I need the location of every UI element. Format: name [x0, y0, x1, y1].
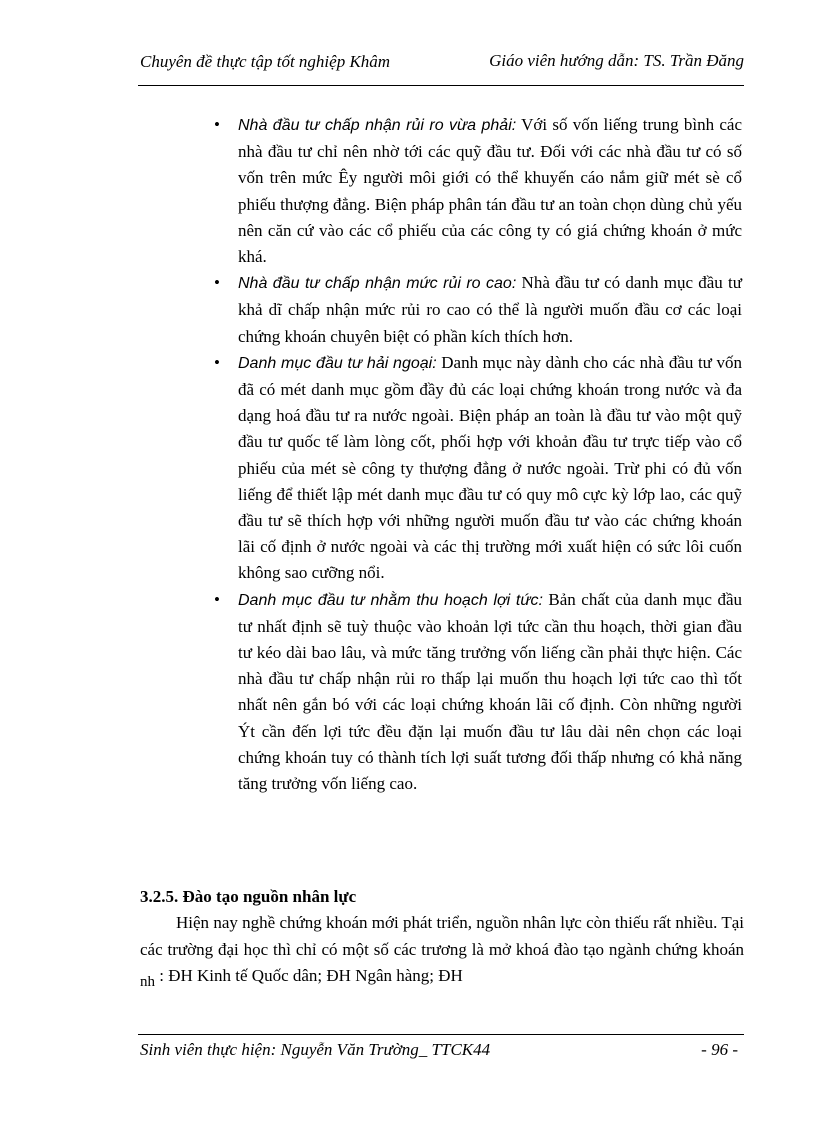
page-number: - 96 - [701, 1040, 738, 1059]
section-paragraph [140, 910, 744, 991]
footer-left-text: Sinh viên thực hiện: Nguyễn Văn Trường_ TTCK44 [140, 1040, 491, 1059]
header-right-text: Giáo viên hướng dẫn: TS. Trần Đăng [489, 51, 744, 70]
footer-rule [138, 1034, 744, 1035]
header-rule [138, 85, 744, 86]
bullet-text: Nhà đầu tư có danh mục đầu tư khả dĩ chấp nhận mức rủi ro cao có thể là người muốn đầu cơ các loại chứng khoán chuyên biệt có phần kích thích hơn. [238, 273, 742, 346]
bullet-lead: Danh mục đầu tư hải ngoại: [238, 354, 437, 372]
bullet-text: Danh mục này dành cho các nhà đầu tư vốn đã có mét danh mục gồm đầy đủ các loại chứng khoán trong nước và đa dạng hoá đầu tư ra nước ngoài. Biện pháp an toàn là đầu tư vào một quỹ đầu tư quốc tế làm lòng cốt, phối hợp với khoản đầu tư trực tiếp vào cổ phiếu của mét sè công ty thượng đẳng ở nước ngoài. Trừ phi có đủ vốn liếng để thiết lập mét danh mục đầu tư có quy mô cực kỳ lớp lao, các quỹ đầu tư sẽ thích hợp với những người muốn đầu tư vào các chứng khoán lãi cố định ở nước ngoài và các thị trường mới xuất hiện có sức lôi cuốn không sao cưỡng nổi. [238, 352, 742, 583]
bullet-lead: Nhà đầu tư chấp nhận mức rủi ro cao: [238, 275, 517, 293]
section-title: 3.2.5. Đào tạo nguồn nhân lực [140, 887, 357, 906]
header-left-text: Chuyên đề thực tập tốt nghiệp Khâm [140, 52, 391, 71]
bullet-text: Với số vốn liếng trung bình các nhà đầu tư chỉ nên nhờ tới các quỹ đầu tư. Đối với các nhà đầu tư có số vốn trên mức Êy người môi giới có thể khuyến cáo nắm giữ mét sè cổ phiếu thượng đẳng. Biện pháp phân tán đầu tư an toàn chọn dùng chủ yếu nên căn cứ vào các cổ phiếu của các công ty có giá chứng khoán ở mức khá. [238, 115, 742, 267]
bullet-list [212, 112, 742, 797]
section-text-before: Hiện nay nghề chứng khoán mới phát triển, nguồn nhân lực còn thiếu rất nhiều. Tại các trường đại học thì chỉ có một số các trương là mở khoá đào tạo ngành chứng khoán [140, 913, 744, 959]
page-footer [138, 1034, 744, 1059]
bullet-lead: Danh mục đầu tư nhằm thu hoạch lợi tức: [238, 591, 543, 609]
section-text-sub: nh [140, 974, 155, 990]
bullet-lead: Nhà đầu tư chấp nhận rủi ro vừa phải: [238, 117, 517, 134]
bullet-item [212, 350, 742, 587]
page-header [138, 49, 744, 89]
bullet-item [212, 270, 742, 350]
section-block [140, 884, 744, 991]
bullet-item [212, 587, 742, 798]
bullet-text: Bản chất của danh mục đầu tư nhất định sẽ tuỳ thuộc vào khoản lợi tức cần thu hoạch, thời gian đầu tư kéo dài bao lâu, và mức tăng trưởng vốn liếng cần phải thực hiện. Các nhà đầu tư chấp nhận rủi ro thấp lại muốn thu hoạch lợi tức cao thì tốt nhất nên gắn bó với các loại chứng khoán lãi cố định. Còn những người Ýt cần đến lợi tức đều đặn lại muốn đầu tư lâu dài nên chọn các loại chứng khoán tuy có thành tích lợi suất tương đối thấp nhưng có khả năng tăng trưởng vốn liếng cao. [238, 589, 742, 794]
bullet-item [212, 112, 742, 270]
section-text-after: : ĐH Kinh tế Quốc dân; ĐH Ngân hàng; ĐH [155, 966, 463, 985]
